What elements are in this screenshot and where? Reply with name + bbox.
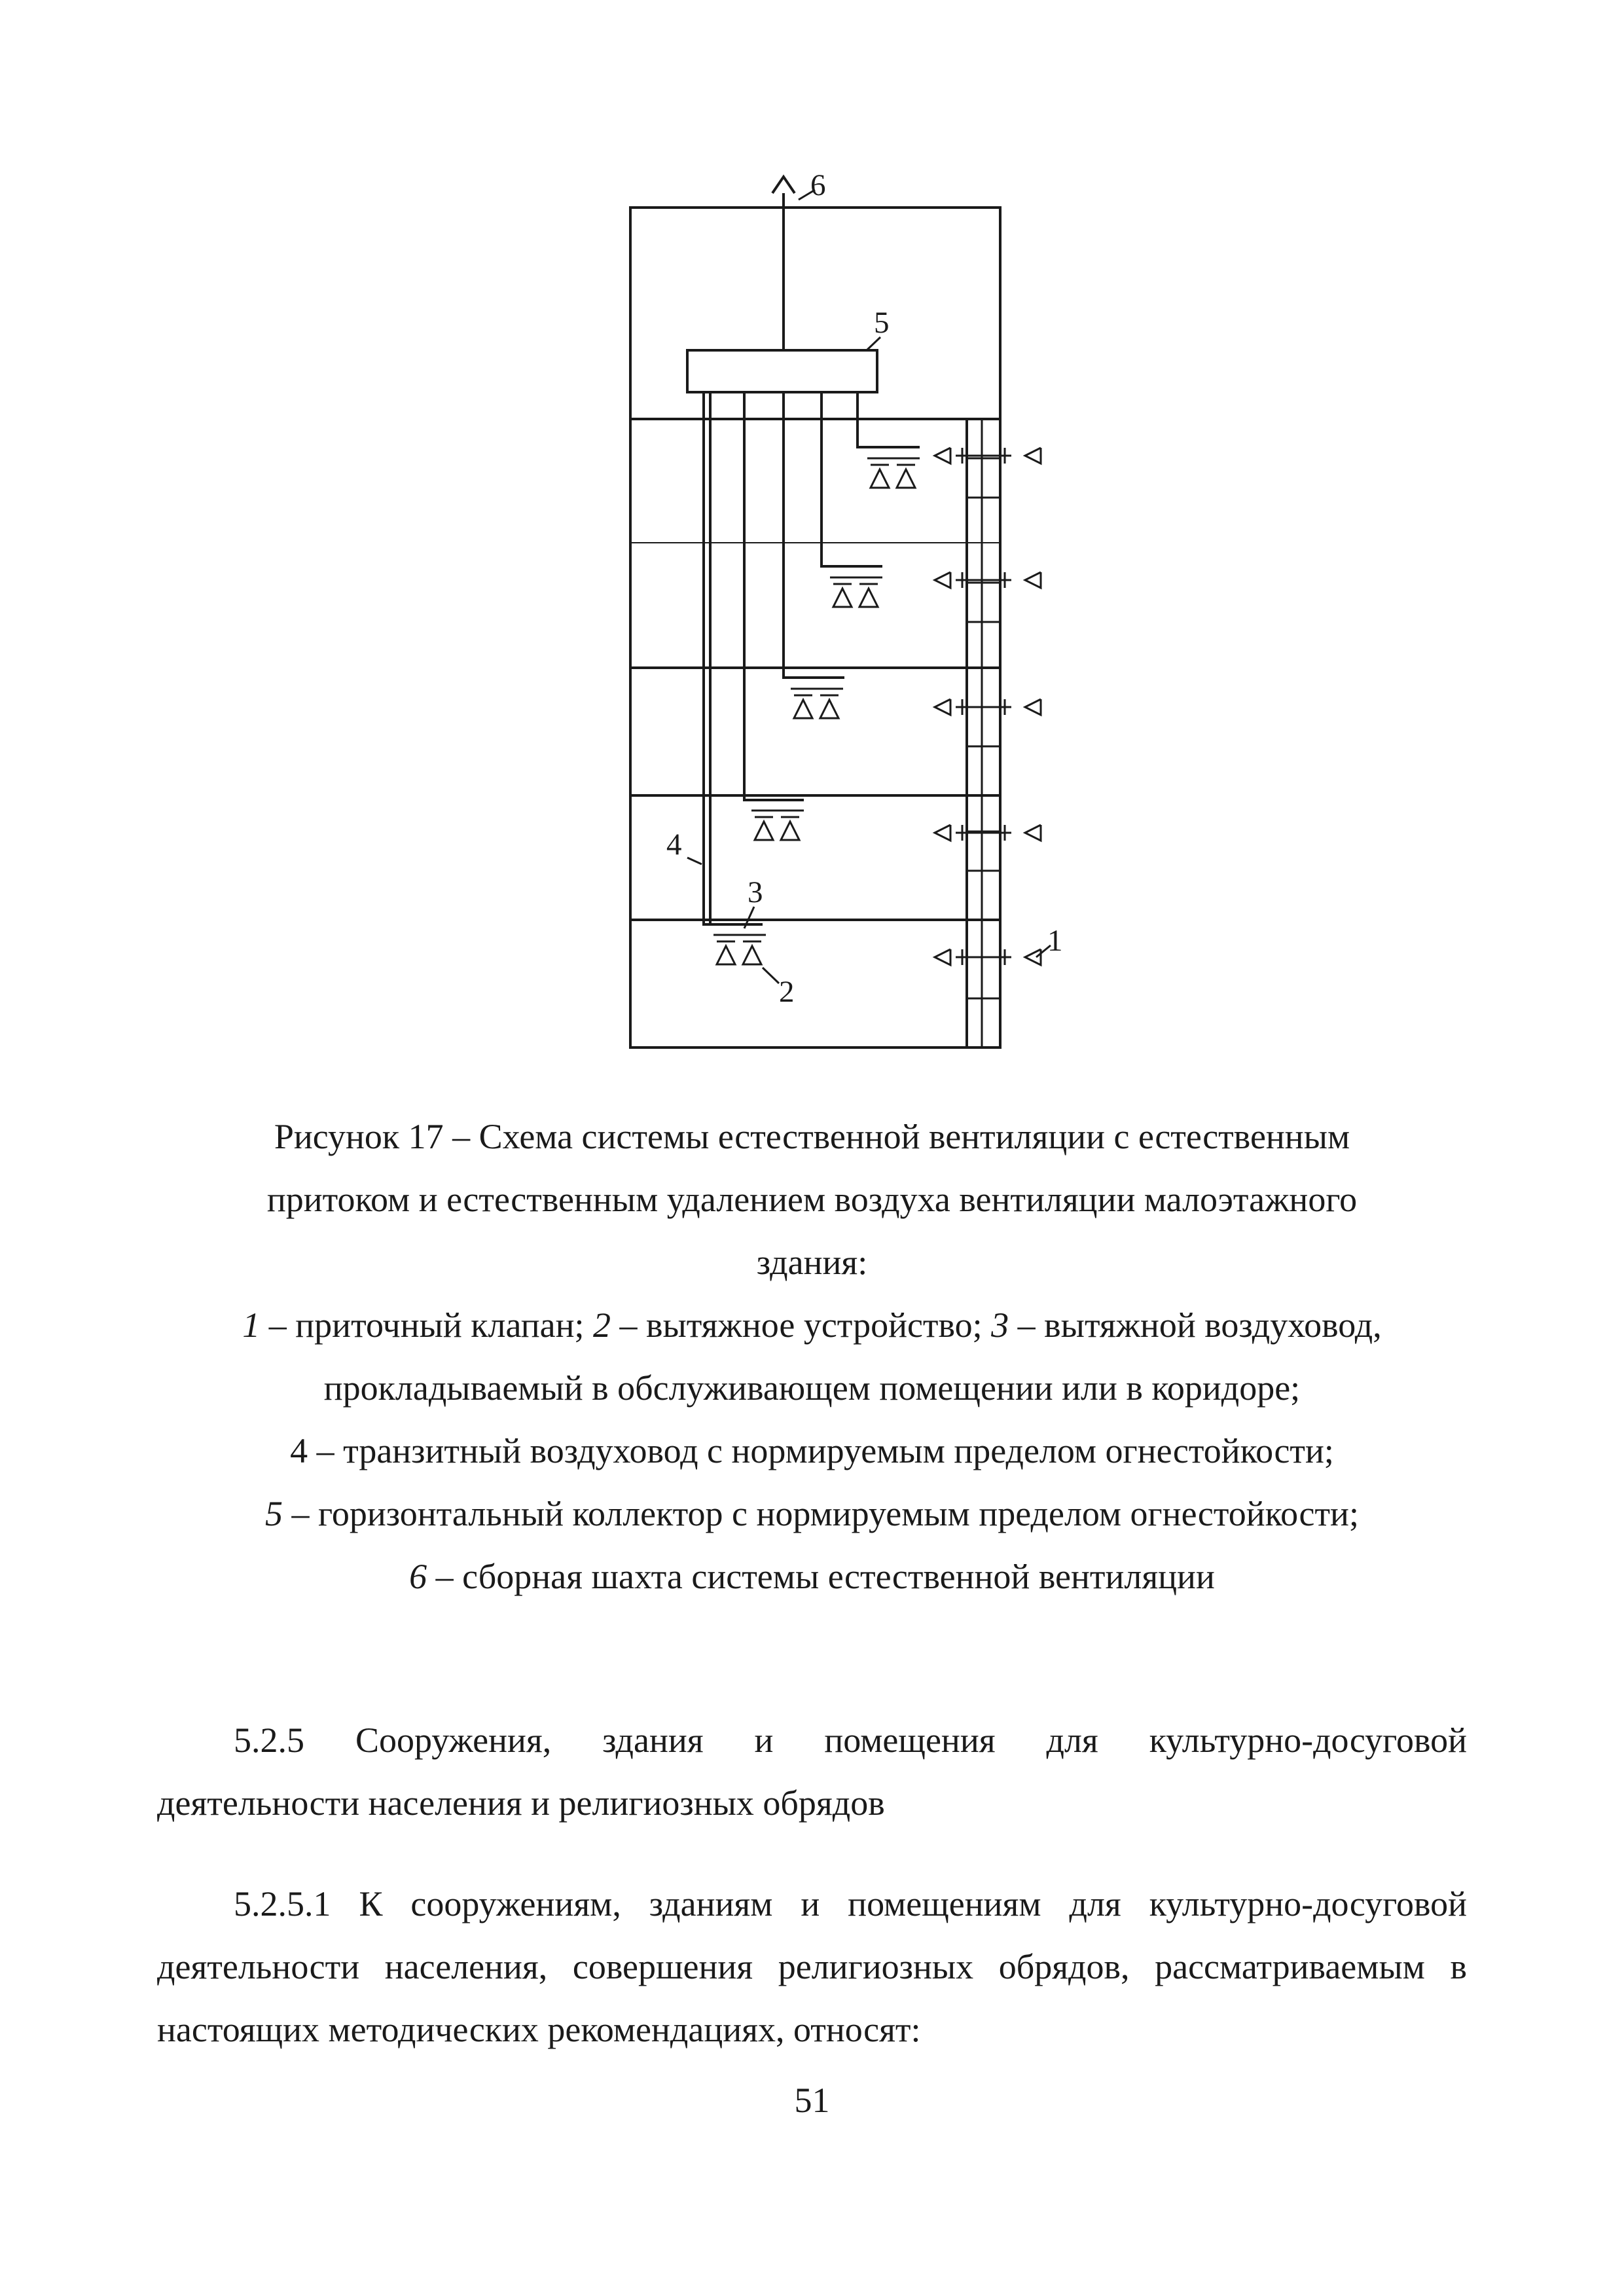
inlet-arrow-inside-icon bbox=[935, 572, 950, 588]
exhaust-device-icon bbox=[717, 946, 735, 964]
paragraph-line-1: 5.2.5.1 К сооружениям, зданиям и помещениям для культурно-досуговой bbox=[234, 1884, 1467, 1923]
label-2: 2 bbox=[779, 975, 795, 1009]
inlet-arrow-inside-icon bbox=[935, 699, 950, 715]
riser-floor-2 bbox=[744, 392, 804, 800]
inlet-arrow-outside-icon bbox=[1025, 572, 1041, 588]
inlet-arrow-inside-icon bbox=[935, 825, 950, 841]
legend-line-3: 4 – транзитный воздуховод с нормируемым пределом огнестойкости; bbox=[290, 1431, 1334, 1470]
exhaust-device-icon bbox=[743, 946, 761, 964]
exhaust-device-icon bbox=[755, 822, 773, 840]
inlet-arrow-inside-icon bbox=[935, 949, 950, 965]
inlet-arrow-outside-icon bbox=[1025, 825, 1041, 841]
section-heading-cont: деятельности населения и религиозных обрядов bbox=[157, 1783, 885, 1823]
legend-line-5: 6 – сборная шахта системы естественной вентиляции bbox=[409, 1557, 1215, 1596]
inlet-arrow-outside-icon bbox=[1025, 699, 1041, 715]
label-6: 6 bbox=[810, 168, 826, 202]
exhaust-device-icon bbox=[833, 589, 852, 607]
exhaust-device-icon bbox=[859, 589, 878, 607]
label-5: 5 bbox=[874, 306, 890, 340]
horizontal-collector bbox=[687, 350, 877, 392]
exhaust-device-icon bbox=[820, 700, 839, 718]
window-strip bbox=[967, 419, 1000, 1048]
label-1: 1 bbox=[1047, 924, 1063, 958]
exhaust-device-icon bbox=[897, 469, 915, 488]
ventilation-scheme-diagram bbox=[0, 0, 1624, 1080]
legend-line-1: 1 – приточный клапан; 2 – вытяжное устройство; 3 – вытяжной воздуховод, bbox=[242, 1305, 1382, 1345]
paragraph-line-2: деятельности населения, совершения религиозных обрядов, рассматриваемым в bbox=[157, 1947, 1467, 1986]
legend-line-4: 5 – горизонтальный коллектор с нормируемым пределом огнестойкости; bbox=[265, 1494, 1359, 1533]
figure-caption-title: Рисунок 17 – Схема системы естественной вентиляции с естественным bbox=[274, 1117, 1350, 1156]
legend-num-5: 5 bbox=[265, 1494, 283, 1533]
figure-caption-title-cont: притоком и естественным удалением воздуха вентиляции малоэтажного bbox=[266, 1180, 1358, 1219]
label-4: 4 bbox=[666, 828, 682, 862]
figure-caption-title-end: здания: bbox=[756, 1243, 868, 1282]
inlet-arrow-outside-icon bbox=[1025, 448, 1041, 464]
paragraph-line-3: настоящих методических рекомендациях, относят: bbox=[157, 2010, 921, 2049]
exhaust-device-icon bbox=[794, 700, 812, 718]
legend-num-2: 2 bbox=[593, 1305, 611, 1345]
legend-num-4: 4 bbox=[290, 1431, 308, 1470]
riser-floor-1 bbox=[704, 392, 763, 924]
exhaust-device-icon bbox=[781, 822, 799, 840]
legend-num-1: 1 bbox=[242, 1305, 261, 1345]
building-outline bbox=[630, 208, 1000, 1048]
page-number: 51 bbox=[794, 2081, 830, 2120]
label-3: 3 bbox=[748, 875, 763, 909]
legend-num-3: 3 bbox=[991, 1305, 1009, 1345]
shaft-cap-icon bbox=[772, 177, 795, 193]
riser-floor-3 bbox=[784, 392, 844, 678]
section-heading: 5.2.5 Сооружения, здания и помещения для культурно-досуговой bbox=[234, 1721, 1467, 1760]
inlet-arrow-outside-icon bbox=[1025, 949, 1041, 965]
legend-line-2: прокладываемый в обслуживающем помещении или в коридоре; bbox=[323, 1368, 1301, 1408]
legend-num-6: 6 bbox=[409, 1557, 427, 1596]
exhaust-device-icon bbox=[871, 469, 889, 488]
inlet-arrow-inside-icon bbox=[935, 448, 950, 464]
